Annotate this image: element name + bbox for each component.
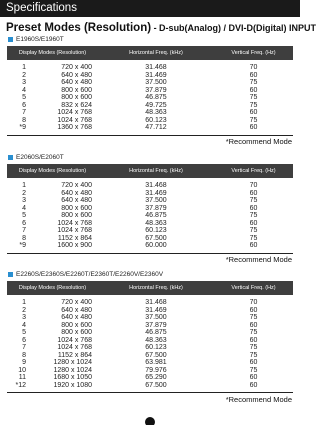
horizontal-freq-cell: 31.469 [145, 71, 167, 79]
mode-number: 8 [22, 116, 26, 124]
resolution-cell: 720 x 400 [61, 182, 92, 189]
table-row [7, 329, 293, 337]
header-title: Specifications [6, 2, 77, 14]
horizontal-freq-cell: 60.000 [145, 242, 167, 249]
table-row [7, 124, 293, 135]
resolution-cell: 640 x 480 [61, 79, 92, 86]
vertical-freq-cell: 60 [249, 124, 258, 131]
vertical-freq-cell: 60 [249, 359, 258, 366]
vertical-freq-cell: 75 [249, 197, 258, 204]
square-bullet-icon [8, 37, 13, 42]
table-row [7, 359, 293, 367]
horizontal-freq-cell: 47.712 [145, 124, 167, 131]
table-row [7, 242, 293, 253]
table-row [7, 190, 293, 198]
square-bullet-icon [8, 272, 13, 277]
resolution-cell: 1024 x 768 [57, 336, 92, 344]
horizontal-freq-cell: 31.468 [145, 299, 167, 306]
horizontal-freq-cell: 31.469 [145, 189, 167, 197]
resolution-cell: 1360 x 768 [57, 124, 92, 131]
mode-number: 5 [22, 329, 26, 336]
resolution-cell: 640 x 480 [61, 189, 92, 197]
resolution-cell: 800 x 600 [61, 321, 92, 329]
vertical-freq-cell: 75 [249, 234, 258, 242]
resolution-cell: 1024 x 768 [57, 109, 92, 116]
vertical-freq-cell: 75 [249, 227, 258, 234]
vertical-freq-cell: 70 [249, 64, 258, 71]
mode-number: 4 [22, 86, 26, 94]
page-title-sub: - D-sub(Analog) / DVI-D(Digital) INPUT [151, 23, 317, 33]
mode-number: 1 [22, 299, 26, 306]
column-header-hfreq: Horizontal Freq. (kHz) [98, 281, 214, 295]
table-row [7, 337, 293, 345]
table-row [7, 60, 293, 72]
resolution-cell: 1280 x 1024 [53, 366, 92, 374]
vertical-freq-cell: 60 [249, 242, 258, 249]
resolution-cell: 1152 x 864 [57, 234, 92, 242]
vertical-freq-cell: 75 [249, 212, 258, 219]
table-row [7, 382, 293, 393]
table-row [7, 220, 293, 228]
mode-number: 7 [22, 344, 26, 351]
horizontal-freq-cell: 67.500 [145, 351, 167, 359]
vertical-freq-cell: 60 [249, 381, 258, 389]
mode-number: *12 [15, 381, 26, 389]
mode-number: 5 [22, 94, 26, 101]
resolution-cell: 800 x 600 [61, 204, 92, 212]
recommend-mode-note-1: *Recommend Mode [225, 137, 292, 146]
section-label-3 [8, 271, 163, 278]
table-row [7, 79, 293, 87]
mode-number: 2 [22, 306, 26, 314]
page-title [6, 22, 317, 34]
mode-number: 2 [22, 71, 26, 79]
mode-number: 6 [22, 219, 26, 227]
horizontal-freq-cell: 31.468 [145, 64, 167, 71]
recommend-mode-note-3: *Recommend Mode [225, 395, 292, 404]
table-row [7, 117, 293, 125]
vertical-freq-cell: 60 [249, 86, 258, 94]
horizontal-freq-cell: 79.976 [145, 366, 167, 374]
resolution-cell: 1680 x 1050 [53, 374, 92, 381]
vertical-freq-cell: 75 [249, 116, 258, 124]
vertical-freq-cell: 75 [249, 344, 258, 351]
section-label-1 [8, 36, 64, 43]
mode-number: 1 [22, 182, 26, 189]
vertical-freq-cell: 70 [249, 182, 258, 189]
vertical-freq-cell: 75 [249, 79, 258, 86]
table-row [7, 295, 293, 307]
table-row [7, 344, 293, 352]
mode-number: 5 [22, 212, 26, 219]
mode-number: 8 [22, 351, 26, 359]
table-row [7, 307, 293, 315]
resolution-cell: 1600 x 900 [57, 242, 92, 249]
table-row [7, 94, 293, 102]
horizontal-freq-cell: 67.500 [145, 381, 167, 389]
page-title-main: Preset Modes (Resolution) [6, 22, 152, 34]
horizontal-freq-cell: 46.875 [145, 212, 167, 219]
table-row [7, 87, 293, 95]
resolution-cell: 640 x 480 [61, 314, 92, 321]
horizontal-freq-cell: 37.500 [145, 314, 167, 321]
resolution-cell: 1152 x 864 [57, 351, 92, 359]
horizontal-freq-cell: 31.468 [145, 182, 167, 189]
vertical-freq-cell: 60 [249, 219, 258, 227]
resolution-cell: 800 x 600 [61, 329, 92, 336]
resolution-cell: 1024 x 768 [57, 227, 92, 234]
vertical-freq-cell: 75 [249, 366, 258, 374]
horizontal-freq-cell: 67.500 [145, 234, 167, 242]
mode-number: 4 [22, 204, 26, 212]
horizontal-freq-cell: 46.875 [145, 329, 167, 336]
horizontal-freq-cell: 63.981 [145, 359, 167, 366]
recommend-mode-note-2: *Recommend Mode [225, 255, 292, 264]
mode-number: 1 [22, 64, 26, 71]
page-tab-mark [145, 417, 155, 425]
table-row [7, 197, 293, 205]
mode-number: 7 [22, 109, 26, 116]
horizontal-freq-cell: 60.123 [145, 116, 167, 124]
resolution-cell: 640 x 480 [61, 197, 92, 204]
vertical-freq-cell: 60 [249, 321, 258, 329]
section-model-label: E2260S/E2360S/E2260T/E2360T/E2260V/E2360V [16, 271, 164, 278]
vertical-freq-cell: 60 [249, 374, 258, 381]
column-header-mode: Display Modes (Resolution) [7, 281, 98, 295]
mode-number: 6 [22, 336, 26, 344]
vertical-freq-cell: 75 [249, 314, 258, 321]
vertical-freq-cell: 60 [249, 189, 258, 197]
section-model-label: E1960S/E1960T [16, 36, 64, 43]
header-bar [0, 0, 300, 17]
table-row [7, 102, 293, 110]
horizontal-freq-cell: 60.123 [145, 227, 167, 234]
horizontal-freq-cell: 60.123 [145, 344, 167, 351]
mode-number: 10 [18, 366, 26, 374]
horizontal-freq-cell: 46.875 [145, 94, 167, 101]
resolution-cell: 1920 x 1080 [53, 381, 92, 389]
horizontal-freq-cell: 48.363 [145, 336, 167, 344]
resolution-cell: 1024 x 768 [57, 344, 92, 351]
horizontal-freq-cell: 37.879 [145, 321, 167, 329]
mode-number: 11 [18, 374, 26, 381]
mode-number: 8 [22, 234, 26, 242]
table-row [7, 322, 293, 330]
resolution-cell: 640 x 480 [61, 306, 92, 314]
vertical-freq-cell: 70 [249, 299, 258, 306]
table-row [7, 72, 293, 80]
column-header-hfreq: Horizontal Freq. (kHz) [98, 46, 214, 60]
column-header-hfreq: Horizontal Freq. (kHz) [98, 164, 214, 178]
table-row [7, 235, 293, 243]
horizontal-freq-cell: 48.363 [145, 219, 167, 227]
vertical-freq-cell: 75 [249, 94, 258, 101]
resolution-cell: 800 x 600 [61, 212, 92, 219]
preset-mode-table-1 [7, 46, 293, 136]
mode-number: 3 [22, 79, 26, 86]
table-row [7, 212, 293, 220]
table-row [7, 205, 293, 213]
horizontal-freq-cell: 31.469 [145, 306, 167, 314]
column-header-vfreq: Vertical Freq. (Hz) [214, 46, 293, 60]
mode-number: 6 [22, 101, 26, 109]
resolution-cell: 832 x 624 [61, 101, 92, 109]
resolution-cell: 800 x 600 [61, 86, 92, 94]
horizontal-freq-cell: 65.290 [145, 374, 167, 381]
vertical-freq-cell: 75 [249, 101, 258, 109]
vertical-freq-cell: 60 [249, 204, 258, 212]
resolution-cell: 1024 x 768 [57, 116, 92, 124]
mode-number: 4 [22, 321, 26, 329]
section-label-2 [8, 154, 64, 161]
mode-number: 2 [22, 189, 26, 197]
table-row [7, 367, 293, 375]
horizontal-freq-cell: 37.500 [145, 79, 167, 86]
table-row [7, 109, 293, 117]
resolution-cell: 800 x 600 [61, 94, 92, 101]
column-header-vfreq: Vertical Freq. (Hz) [214, 164, 293, 178]
mode-number: 3 [22, 314, 26, 321]
mode-number: 3 [22, 197, 26, 204]
column-header-mode: Display Modes (Resolution) [7, 164, 98, 178]
vertical-freq-cell: 60 [249, 71, 258, 79]
resolution-cell: 1280 x 1024 [53, 359, 92, 366]
horizontal-freq-cell: 48.363 [145, 109, 167, 116]
vertical-freq-cell: 60 [249, 109, 258, 116]
horizontal-freq-cell: 49.725 [145, 101, 167, 109]
vertical-freq-cell: 75 [249, 329, 258, 336]
mode-number: 9 [22, 359, 26, 366]
resolution-cell: 640 x 480 [61, 71, 92, 79]
resolution-cell: 1024 x 768 [57, 219, 92, 227]
vertical-freq-cell: 60 [249, 306, 258, 314]
preset-mode-table-2 [7, 164, 293, 254]
column-header-mode: Display Modes (Resolution) [7, 46, 98, 60]
mode-number: 7 [22, 227, 26, 234]
horizontal-freq-cell: 37.879 [145, 204, 167, 212]
table-row [7, 178, 293, 190]
square-bullet-icon [8, 155, 13, 160]
horizontal-freq-cell: 37.879 [145, 86, 167, 94]
table-row [7, 352, 293, 360]
column-header-vfreq: Vertical Freq. (Hz) [214, 281, 293, 295]
mode-number: *9 [19, 124, 26, 131]
vertical-freq-cell: 60 [249, 336, 258, 344]
preset-mode-table-3 [7, 281, 293, 393]
table-row [7, 374, 293, 382]
table-row [7, 227, 293, 235]
vertical-freq-cell: 75 [249, 351, 258, 359]
resolution-cell: 720 x 400 [61, 64, 92, 71]
resolution-cell: 720 x 400 [61, 299, 92, 306]
table-row [7, 314, 293, 322]
mode-number: *9 [19, 242, 26, 249]
section-model-label: E2060S/E2060T [16, 154, 64, 161]
horizontal-freq-cell: 37.500 [145, 197, 167, 204]
